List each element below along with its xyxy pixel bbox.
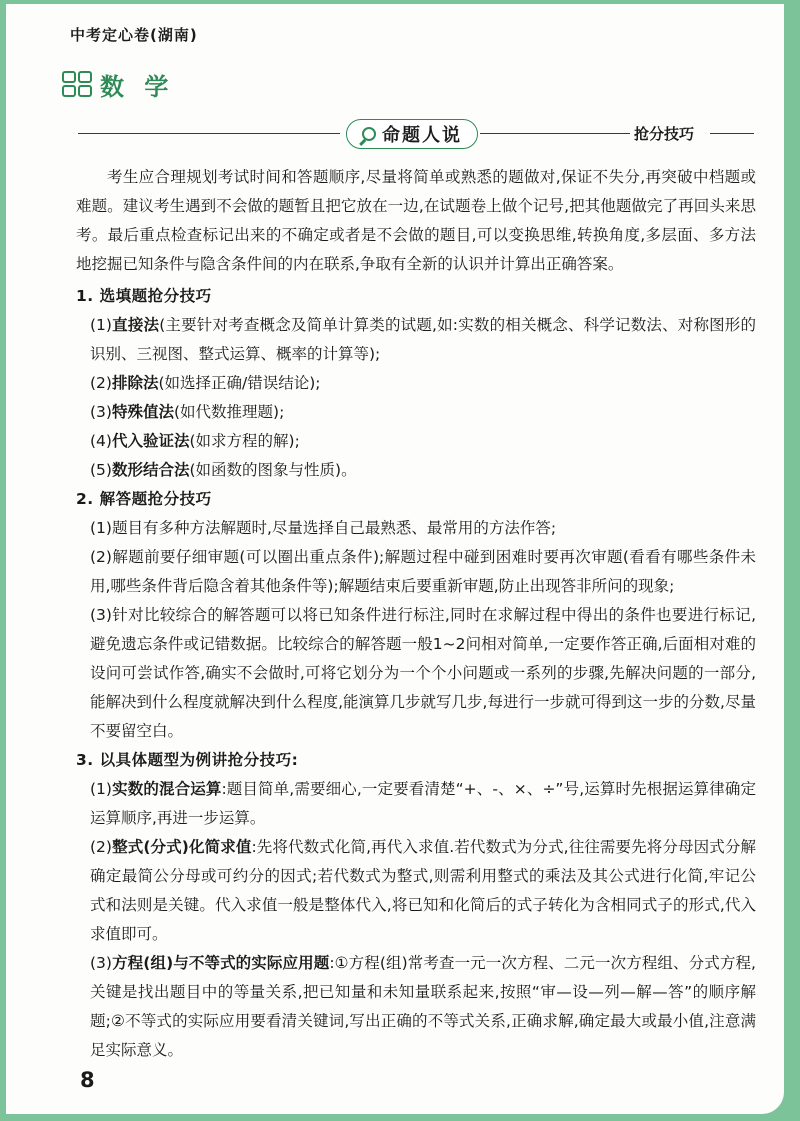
list-item: (1)题目有多种方法解题时,尽量选择自己最熟悉、最常用的方法作答;	[90, 519, 557, 537]
banner-side-label: 抢分技巧	[634, 125, 695, 143]
section-heading: 1. 选填题抢分技巧	[76, 287, 212, 305]
list-item: (3)针对比较综合的解答题可以将已知条件进行标注,同时在求解过程中得出的条件也要进行标记,避免遗忘条件或记错数据。比较综合的解答题一般1~2问相对简单,一定要作答正确,后面相对难的设问可尝试作答,确实不会做时,可将它划分为一个个小问题或一系列的步骤,先解决问题的一部分,能解决到什么程度就解决到什么程度,能演算几步就写几步,每进行一步就可得到这一步的分数,尽量不要留空白。	[90, 606, 756, 740]
section-heading: 3. 以具体题型为例讲抢分技巧:	[76, 751, 299, 769]
list-item: (3)特殊值法(如代数推理题);	[90, 403, 285, 421]
banner-divider	[480, 133, 630, 134]
banner-label: 命题人说	[382, 125, 462, 146]
banner-divider	[710, 133, 754, 134]
article-body	[76, 163, 756, 1065]
section-heading: 2. 解答题抢分技巧	[76, 490, 212, 508]
list-item: (4)代入验证法(如求方程的解);	[90, 432, 300, 450]
list-item: (1)实数的混合运算:题目简单,需要细心,一定要看清楚“+、-、×、÷”号,运算时先根据运算律确定运算顺序,再进一步运算。	[90, 780, 756, 827]
list-item: (1)直接法(主要针对考查概念及简单计算类的试题,如:实数的相关概念、科学记数法、对称图形的识别、三视图、整式运算、概率的计算等);	[90, 316, 756, 363]
running-header: 中考定心卷(湖南)	[70, 26, 198, 44]
list-item: (2)整式(分式)化简求值:先将代数式化简,再代入求值.若代数式为分式,往往需要先将分母因式分解确定最简公分母或可约分的因式;若代数式为整式,则需利用整式的乘法及其公式进行化简,牢记公式和法则是关键。代入求值一般是整体代入,将已知和化简后的式子转化为含相同式子的形式,代入求值即可。	[90, 838, 756, 943]
list-item: (3)方程(组)与不等式的实际应用题:①方程(组)常考查一元一次方程、二元一次方程组、分式方程,关键是找出题目中的等量关系,把已知量和未知量联系起来,按照“审—设—列—解—答”的顺序解题;②不等式的实际应用要看清关键词,写出正确的不等式关系,正确求解,确定最大或最小值,注意满足实际意义。	[90, 954, 756, 1059]
list-item: (5)数形结合法(如函数的图象与性质)。	[90, 461, 357, 479]
subject-heading	[62, 68, 174, 100]
magnifier-icon	[362, 127, 376, 141]
list-item: (2)排除法(如选择正确/错误结论);	[90, 374, 321, 392]
subject-title: 数 学	[100, 72, 175, 101]
intro-paragraph: 考生应合理规划考试时间和答题顺序,尽量将简单或熟悉的题做对,保证不失分,再突破中档题或难题。建议考生遇到不会做的题暂且把它放在一边,在试题卷上做个记号,把其他题做完了再回头来思考。最后重点检查标记出来的不确定或者是不会做的题目,可以变换思维,转换角度,多层面、多方法地挖掘已知条件与隐含条件间的内在联系,争取有全新的认识并计算出正确答案。	[76, 168, 756, 273]
list-item: (2)解题前要仔细审题(可以圈出重点条件);解题过程中碰到困难时要再次审题(看看有哪些条件未用,哪些条件背后隐含着其他条件等);解题结束后要重新审题,防止出现答非所问的现象;	[90, 548, 756, 595]
banner-divider	[78, 133, 340, 134]
page-number: 8	[80, 1068, 95, 1092]
banner-pill	[346, 119, 478, 149]
section-banner	[78, 118, 754, 150]
grid-icon	[62, 71, 92, 97]
